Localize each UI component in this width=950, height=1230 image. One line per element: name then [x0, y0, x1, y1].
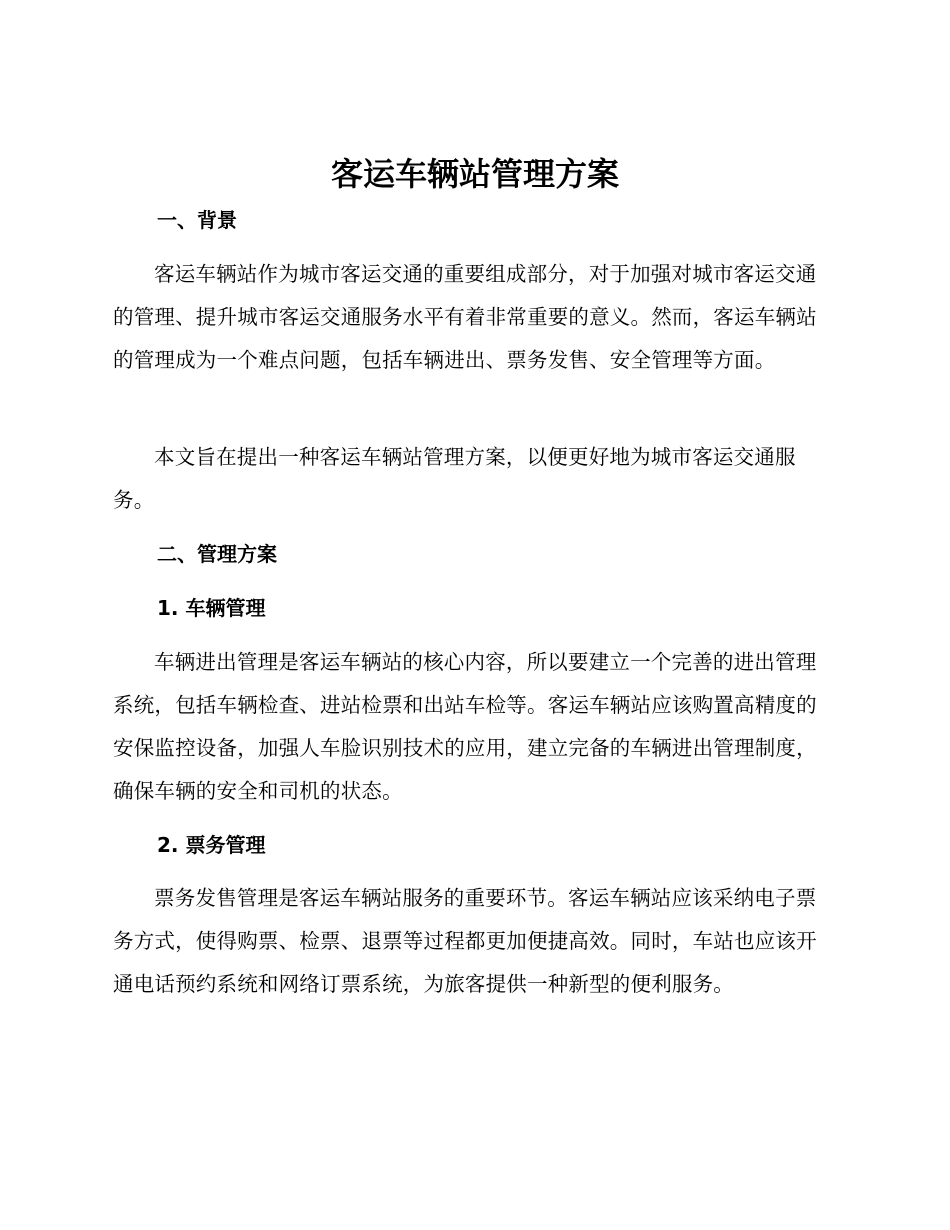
ticket-management-paragraph: 票务发售管理是客运车辆站服务的重要环节。客运车辆站应该采纳电子票务方式，使得购票、检票、退票等过程都更加便捷高效。同时，车站也应该开通电话预约系统和网络订票系统，为旅客提供一种新型的便利服务。 — [113, 886, 817, 996]
background-paragraph-1: 客运车辆站作为城市客运交通的重要组成部分，对于加强对城市客运交通的管理、提升城市客运交通服务水平有着非常重要的意义。然而，客运车辆站的管理成为一个难点问题，包括车辆进出、票务发售、安全管理等方面。 — [113, 262, 817, 372]
document-title: 客运车辆站管理方案 — [330, 155, 619, 193]
subsection-heading-vehicle-management: 1. 车辆管理 — [157, 596, 266, 620]
subsection-heading-ticket-management: 2. 票务管理 — [157, 833, 266, 857]
background-paragraph-2: 本文旨在提出一种客运车辆站管理方案，以便更好地为城市客运交通服务。 — [113, 445, 796, 512]
section-heading-background: 一、背景 — [157, 208, 237, 232]
section-heading-management-plan: 二、管理方案 — [157, 542, 277, 566]
vehicle-management-paragraph: 车辆进出管理是客运车辆站的核心内容，所以要建立一个完善的进出管理系统，包括车辆检查、进站检票和出站车检等。客运车辆站应该购置高精度的安保监控设备，加强人车脸识别技术的应用，建立完备的车辆进出管理制度，确保车辆的安全和司机的状态。 — [113, 650, 817, 803]
